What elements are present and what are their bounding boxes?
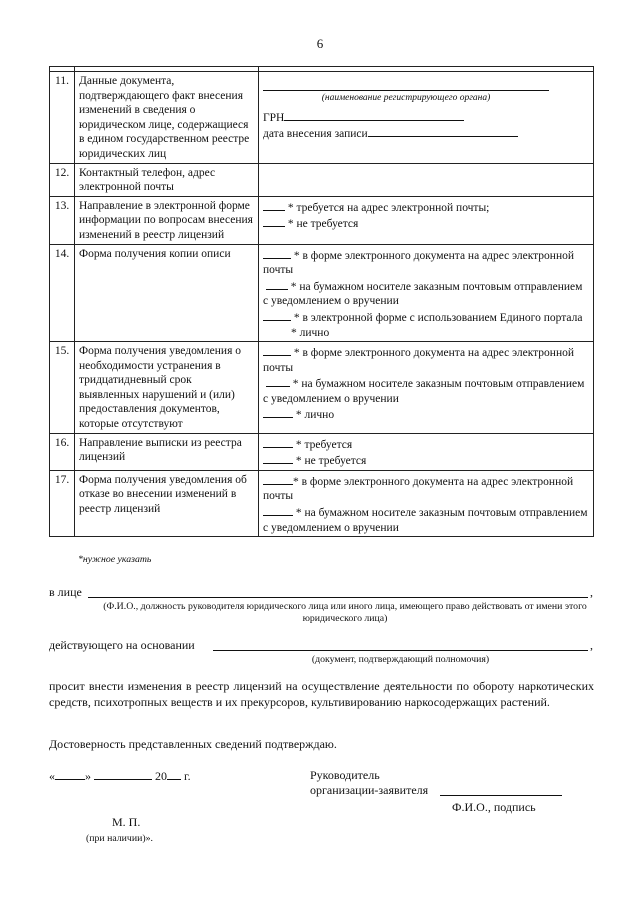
row-label: Контактный телефон, адрес электронной почты (75, 163, 259, 196)
row-label: Форма получения уведомления об отказе во внесении изменений в реестр лицензий (75, 470, 259, 536)
option-label: * в форме электронного документа на адрес электронной почты (263, 249, 575, 277)
application-table (49, 66, 594, 537)
row-16-options (259, 433, 594, 470)
head-label: Руководитель (310, 768, 380, 782)
table-row (50, 244, 594, 342)
basis-field[interactable] (213, 650, 588, 651)
option-label: * на бумажном носителе заказным почтовым отправлением с уведомлением о вручении (263, 280, 583, 308)
row-number: 12. (50, 163, 75, 196)
row-14-options (259, 244, 594, 342)
option-checkbox[interactable] (263, 199, 285, 211)
row-number: 13. (50, 196, 75, 244)
row-15-options (259, 342, 594, 434)
option-checkbox[interactable] (263, 473, 293, 485)
option-checkbox[interactable] (266, 278, 288, 290)
record-date-label: дата внесения записи (263, 128, 368, 141)
date-year-field[interactable] (167, 768, 181, 780)
registering-authority-line[interactable] (263, 74, 549, 91)
option-checkbox[interactable] (266, 375, 290, 387)
option-checkbox[interactable] (263, 452, 293, 464)
table-row (50, 470, 594, 536)
confirm-text: Достоверность представленных сведений подтверждаю. (49, 737, 337, 751)
table-row (50, 433, 594, 470)
grn-field[interactable] (284, 109, 464, 121)
option-label: * на бумажном носителе заказным почтовым отправлением с уведомлением о вручении (263, 378, 585, 405)
row-11-fields (259, 72, 594, 164)
option-checkbox[interactable] (263, 344, 291, 356)
row-label: Направление в электронной форме информации по вопросам внесения изменений в реестр лицензий (75, 196, 259, 244)
row-number: 17. (50, 470, 75, 536)
org-applicant-label: организации-заявителя (310, 783, 429, 797)
seal-label: М. П. (112, 815, 141, 829)
row-label: Форма получения уведомления о необходимости устранения в тридцатидневный срок выявленных нарушений и (или) предоставления документов, которые отсутствуют (75, 342, 259, 434)
basis-label: действующего на основании (49, 638, 195, 652)
row-label: Данные документа, подтверждающего факт внесения изменений в сведения о юридическом лице, содержащиеся в едином государственном реестре юридических лиц (75, 72, 259, 164)
in-person-field[interactable] (88, 597, 588, 598)
option-label: * не требуется (295, 455, 367, 468)
record-date-field[interactable] (368, 125, 518, 137)
signature-field[interactable] (440, 795, 562, 796)
basis-caption: (документ, подтверждающий полномочия) (311, 654, 490, 665)
row-17-options (259, 470, 594, 536)
option-checkbox[interactable] (263, 504, 293, 516)
option-label: * в форме электронного документа на адрес электронной почты (263, 347, 575, 374)
option-label: * требуется (295, 438, 353, 451)
table-row (50, 72, 594, 164)
row-label: Направление выписки из реестра лицензий (75, 433, 259, 470)
in-person-caption: (Ф.И.О., должность руководителя юридического лица или иного лица, имеющего право действовать от имени этого юридического лица) (103, 601, 587, 624)
option-label: * на бумажном носителе заказным почтовым отправлением с уведомлением о вручении (263, 507, 588, 534)
option-checkbox[interactable] (263, 247, 291, 259)
row-label: Форма получения копии описи (75, 244, 259, 342)
date-line: « » 20 г. (49, 769, 191, 783)
option-checkbox[interactable] (263, 215, 285, 227)
table-row (50, 342, 594, 434)
page-number: 6 (316, 36, 324, 51)
request-text: просит внести изменения в реестр лицензий на осуществление деятельности по обороту наркотических средств, психотропных веществ и их прекурсоров, культивированию наркосодержащих растений. (49, 679, 594, 709)
option-label: * лично (295, 409, 335, 422)
in-person-label: в лице (49, 585, 82, 599)
option-checkbox[interactable] (263, 436, 293, 448)
option-checkbox[interactable] (263, 309, 291, 321)
date-month-field[interactable] (94, 768, 152, 780)
row-number: 15. (50, 342, 75, 434)
footnote: *нужное указать (78, 554, 152, 565)
row-number: 16. (50, 433, 75, 470)
grn-label: ГРН (263, 111, 285, 124)
option-label: * в электронной форме с использованием Единого портала (293, 311, 583, 324)
row-number: 14. (50, 244, 75, 342)
row-13-options (259, 196, 594, 244)
registering-authority-caption: (наименование регистрирующего органа) (321, 93, 491, 103)
option-label: * не требуется (287, 218, 359, 231)
seal-caption: (при наличии)». (86, 833, 153, 844)
contact-field[interactable] (259, 163, 594, 196)
table-row (50, 196, 594, 244)
option-label: * лично (291, 326, 330, 339)
signature-caption: Ф.И.О., подпись (452, 800, 536, 814)
option-label: * требуется на адрес электронной почты; (287, 201, 490, 214)
date-day-field[interactable] (55, 768, 85, 780)
option-checkbox[interactable] (263, 406, 293, 418)
row-number: 11. (50, 72, 75, 164)
option-label: * в форме электронного документа на адрес электронной почты (263, 475, 574, 503)
table-row (50, 163, 594, 196)
